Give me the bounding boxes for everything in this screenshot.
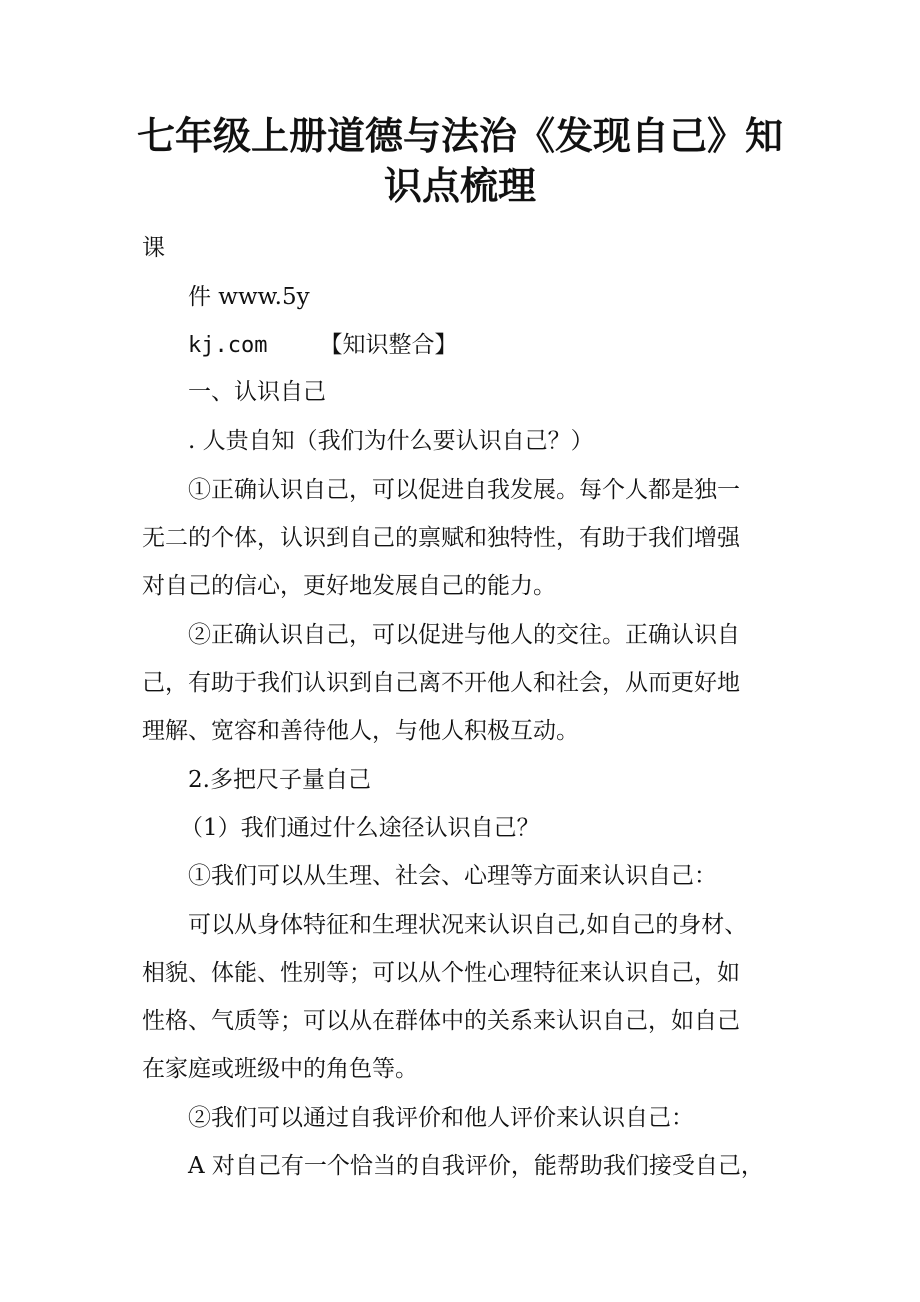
subsection-heading: 2.多把尺子量自己 [188, 767, 371, 793]
text-line: 对自己的信心，更好地发展自己的能力。 [142, 573, 556, 599]
text-line: ②正确认识自己，可以促进与他人的交往。正确认识自 [188, 622, 740, 648]
question-heading: （1）我们通过什么途径认识自己？ [180, 815, 540, 841]
text-line: 课 [142, 235, 165, 261]
text-line: 相貌、体能、性别等；可以从个性心理特征来认识自己，如 [142, 960, 740, 986]
text-line: A 对自己有一个恰当的自我评价，能帮助我们接受自己， [188, 1153, 764, 1179]
text-line: 性格、气质等；可以从在群体中的关系来认识自己，如自己 [142, 1008, 740, 1034]
text-line: ②我们可以通过自我评价和他人评价来认识自己： [188, 1105, 694, 1131]
text-line [188, 329, 834, 362]
text-line: 在家庭或班级中的角色等。 [142, 1056, 418, 1082]
text-line: 己，有助于我们认识到自己离不开他人和社会，从而更好地 [142, 670, 740, 696]
text-fragment: 件 www.5y [188, 284, 310, 310]
text-line: ①正确认识自己，可以促进自我发展。每个人都是独一 [188, 477, 740, 503]
subsection-heading: . 人贵自知（我们为什么要认识自己？） [188, 428, 594, 454]
text-line: 可以从身体特征和生理状况来认识自己,如自己的身材、 [188, 912, 748, 938]
text-line: ①我们可以从生理、社会、心理等方面来认识自己： [188, 863, 717, 889]
text-line: 理解、宽容和善待他人，与他人积极互动。 [142, 718, 579, 744]
document-title-line-1: 七年级上册道德与法治《发现自己》知 [136, 114, 783, 158]
text-line [188, 281, 834, 313]
url-fragment: kj.com [188, 333, 268, 358]
document-title-line-2: 识点梳理 [383, 164, 536, 208]
section-heading: 【知识整合】 [319, 332, 458, 358]
section-heading: 一、认识自己 [188, 379, 326, 405]
text-line: 无二的个体，认识到自己的禀赋和独特性，有助于我们增强 [142, 525, 740, 551]
